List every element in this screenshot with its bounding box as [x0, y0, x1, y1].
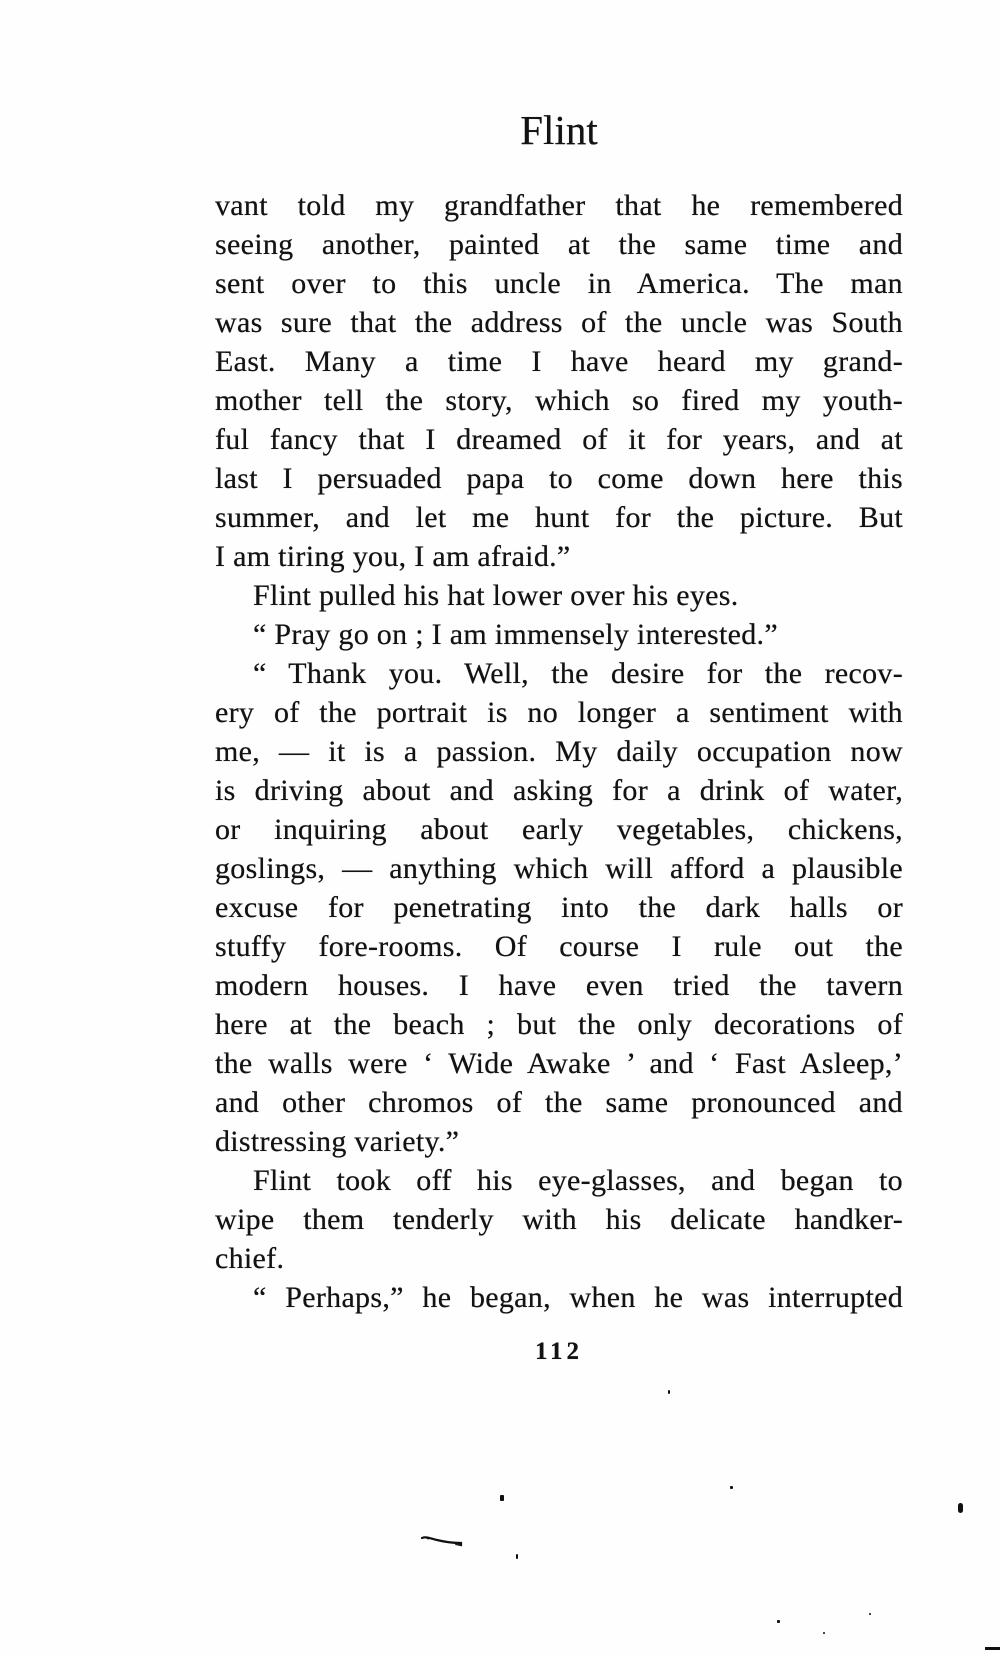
text-line: here at the beach ; but the only decorations of: [215, 1008, 903, 1041]
running-head: Flint: [520, 107, 598, 153]
text-line: “ Pray go on ; I am immensely interested.”: [253, 618, 778, 651]
text-line: I am tiring you, I am afraid.”: [215, 540, 571, 573]
text-line: or inquiring about early vegetables, chickens,: [215, 813, 903, 846]
text-line: ery of the portrait is no longer a sentiment with: [215, 696, 903, 729]
text-line: Flint took off his eye-glasses, and began to: [253, 1164, 903, 1197]
text-line: mother tell the story, which so fired my youth-: [215, 384, 903, 417]
text-line: stuffy fore-rooms. Of course I rule out the: [215, 930, 903, 963]
text-line: wipe them tenderly with his delicate handker-: [215, 1203, 903, 1236]
text-line: excuse for penetrating into the dark halls or: [215, 891, 903, 924]
ink-speck: [730, 1486, 733, 1489]
body-text: [215, 186, 903, 1317]
text-line: modern houses. I have even tried the tavern: [215, 969, 903, 1002]
text-line: and other chromos of the same pronounced and: [215, 1086, 903, 1119]
ink-blot: [958, 1503, 963, 1513]
ink-speck: [500, 1495, 504, 1501]
page-number: 112: [534, 1338, 584, 1365]
text-line: the walls were ‘ Wide Awake ’ and ‘ Fast Asleep,’: [215, 1047, 903, 1080]
ink-speck: [869, 1613, 871, 1615]
text-line: is driving about and asking for a drink of water,: [215, 774, 903, 807]
scan-edge-mark: [985, 1647, 1000, 1650]
ink-squiggle: [420, 1534, 466, 1548]
text-line: Flint pulled his hat lower over his eyes.: [253, 579, 739, 612]
ink-speck: [668, 1390, 670, 1394]
text-line: distressing variety.”: [215, 1125, 460, 1158]
text-line: me, — it is a passion. My daily occupation now: [215, 735, 903, 768]
text-line: was sure that the address of the uncle was South: [215, 306, 903, 339]
text-line: “ Perhaps,” he began, when he was interrupted: [253, 1281, 903, 1314]
text-line: summer, and let me hunt for the picture. But: [215, 501, 903, 534]
text-line: ful fancy that I dreamed of it for years, and at: [215, 423, 903, 456]
text-line: goslings, — anything which will afford a plausible: [215, 852, 903, 885]
text-line: East. Many a time I have heard my grand-: [215, 345, 903, 378]
text-line: “ Thank you. Well, the desire for the recov-: [253, 657, 903, 690]
text-line: last I persuaded papa to come down here this: [215, 462, 903, 495]
text-line: sent over to this uncle in America. The man: [215, 267, 903, 300]
ink-speck: [823, 1632, 825, 1634]
ink-speck: [516, 1554, 518, 1559]
text-line: vant told my grandfather that he remembered: [215, 189, 903, 222]
text-line: chief.: [215, 1242, 285, 1275]
ink-speck: [777, 1620, 780, 1623]
text-line: seeing another, painted at the same time and: [215, 228, 903, 261]
